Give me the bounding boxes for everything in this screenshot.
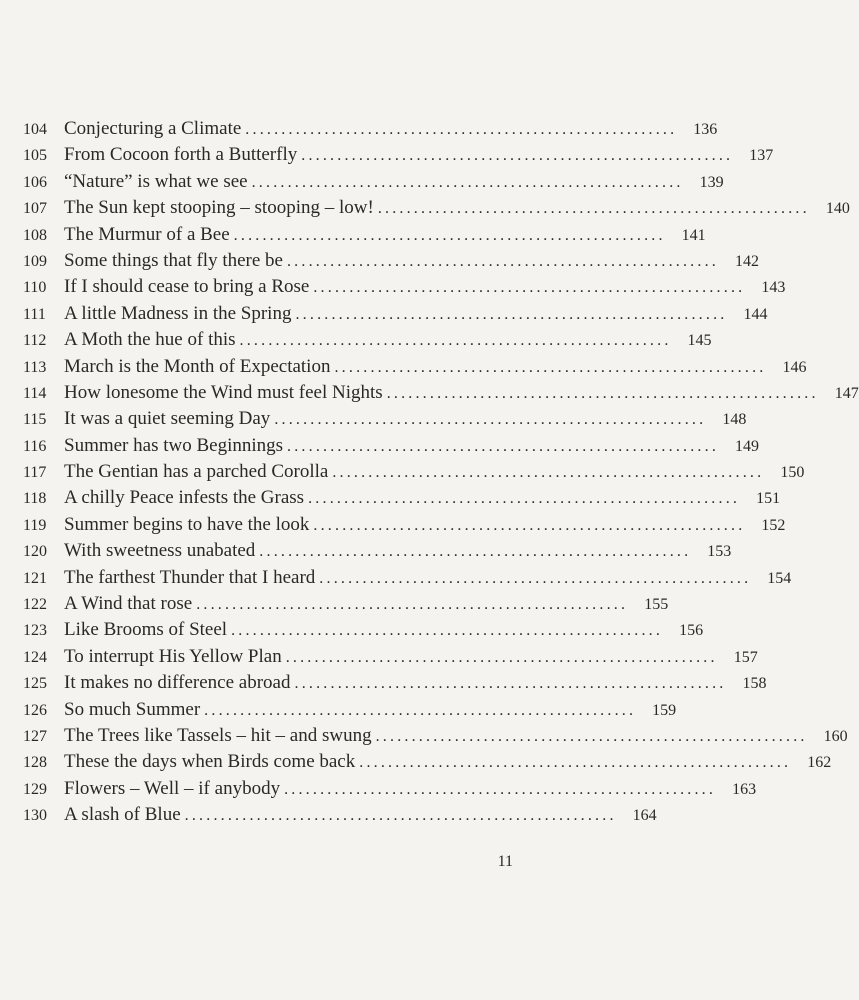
dot-leader: ............................................................: [301, 147, 734, 165]
dot-leader: ............................................................: [308, 490, 741, 508]
entry-number: 130: [23, 807, 47, 825]
dot-leader: ............................................................: [313, 516, 746, 534]
entry-page: 157: [733, 648, 758, 666]
entry-title: From Cocoon forth a Butterfly: [64, 144, 298, 166]
entry-number: 107: [23, 200, 47, 218]
toc-entry: [23, 538, 732, 564]
dot-leader: ............................................................: [284, 780, 717, 798]
entry-title: A Moth the hue of this: [64, 329, 236, 351]
toc-entry: [23, 222, 706, 248]
entry-number: 109: [23, 252, 47, 270]
entry-number: 123: [23, 622, 47, 640]
dot-leader: ............................................................: [251, 173, 684, 191]
toc-entry: [23, 380, 859, 406]
dot-leader: ............................................................: [359, 754, 792, 772]
entry-number: 108: [23, 226, 47, 244]
toc-entry: [23, 301, 768, 327]
toc-entry: [23, 802, 657, 828]
dot-leader: ............................................................: [204, 701, 637, 719]
entry-title: Summer begins to have the look: [64, 513, 310, 535]
entry-title: A chilly Peace infests the Grass: [64, 487, 305, 509]
entry-number: 105: [23, 147, 47, 165]
entry-number: 117: [23, 464, 47, 482]
entry-title: Conjecturing a Climate: [64, 118, 242, 139]
dot-leader: ............................................................: [184, 807, 617, 825]
entry-page: 150: [780, 464, 805, 482]
toc-entry: [23, 697, 677, 723]
table-of-contents: [23, 116, 859, 829]
entry-number: 120: [23, 543, 47, 561]
entry-number: 128: [23, 754, 47, 772]
entry-page: 136: [693, 121, 718, 138]
toc-entry: [23, 142, 774, 168]
toc-entry: [23, 591, 669, 617]
dot-leader: ............................................................: [334, 358, 767, 376]
toc-entry: [23, 169, 724, 195]
dot-leader: ............................................................: [332, 464, 765, 482]
entry-title: Some things that fly there be: [64, 249, 283, 271]
dot-leader: ............................................................: [274, 411, 707, 429]
entry-number: 119: [23, 516, 47, 534]
entry-page: 142: [734, 252, 759, 270]
entry-page: 164: [632, 807, 657, 825]
entry-title: A little Madness in the Spring: [64, 302, 292, 324]
entry-number: 124: [23, 648, 47, 666]
entry-page: 140: [825, 200, 850, 218]
entry-page: 160: [823, 727, 848, 745]
toc-entry: [23, 274, 786, 300]
dot-leader: ............................................................: [386, 384, 819, 402]
toc-entry: [23, 749, 832, 775]
dot-leader: ............................................................: [375, 727, 808, 745]
entry-number: 104: [23, 121, 47, 138]
entry-number: 129: [23, 780, 47, 798]
toc-entry: [23, 406, 747, 432]
entry-page: 145: [687, 332, 712, 350]
entry-page: 143: [761, 279, 786, 297]
entry-page: 141: [681, 226, 706, 244]
toc-entry: [23, 565, 792, 591]
toc-entry: [23, 644, 758, 670]
toc-entry: [23, 512, 786, 538]
toc-entry: [23, 327, 712, 353]
entry-title: It was a quiet seeming Day: [64, 408, 271, 430]
entry-title: Like Brooms of Steel: [64, 619, 228, 641]
dot-leader: ............................................................: [286, 252, 719, 270]
entry-number: 127: [23, 727, 47, 745]
toc-entry: [23, 723, 848, 749]
dot-leader: ............................................................: [294, 675, 727, 693]
entry-title: A Wind that rose: [64, 593, 193, 615]
entry-page: 158: [742, 675, 767, 693]
dot-leader: ............................................................: [287, 437, 720, 455]
dot-leader: ............................................................: [295, 305, 728, 323]
entry-number: 118: [23, 490, 47, 508]
entry-title: “Nature” is what we see: [64, 170, 248, 192]
entry-title: Summer has two Beginnings: [64, 434, 284, 456]
entry-page: 163: [732, 780, 757, 798]
entry-page: 154: [767, 569, 792, 587]
entry-number: 121: [23, 569, 47, 587]
entry-title: If I should cease to bring a Rose: [64, 276, 310, 298]
entry-page: 156: [679, 622, 704, 640]
entry-title: The Gentian has a parched Corolla: [64, 461, 329, 483]
entry-number: 125: [23, 675, 47, 693]
toc-entry: [23, 433, 760, 459]
entry-page: 139: [699, 173, 724, 191]
entry-page: 159: [652, 701, 677, 719]
entry-title: These the days when Birds come back: [64, 751, 356, 773]
entry-number: 112: [23, 332, 47, 350]
entry-title: With sweetness unabated: [64, 540, 256, 562]
entry-number: 115: [23, 411, 47, 429]
dot-leader: ............................................................: [239, 332, 672, 350]
entry-number: 113: [23, 358, 47, 376]
entry-title: The Murmur of a Bee: [64, 223, 230, 245]
entry-page: 149: [735, 437, 760, 455]
entry-title: How lonesome the Wind must feel Nights: [64, 381, 383, 403]
page-number: 11: [497, 853, 513, 870]
entry-page: 155: [644, 596, 669, 614]
toc-entry: [23, 248, 759, 274]
entry-number: 106: [23, 173, 47, 191]
entry-page: 137: [749, 147, 774, 165]
toc-entry: [23, 459, 805, 485]
entry-title: March is the Month of Expectation: [64, 355, 331, 377]
dot-leader: ............................................................: [319, 569, 752, 587]
entry-page: 148: [722, 411, 747, 429]
entry-title: The farthest Thunder that I heard: [64, 566, 316, 588]
toc-entry: [23, 776, 757, 802]
entry-number: 111: [23, 305, 46, 323]
toc-entry: [23, 195, 850, 221]
toc-entry: [23, 617, 704, 643]
dot-leader: ............................................................: [231, 622, 664, 640]
entry-title: The Sun kept stooping – stooping – low!: [64, 197, 374, 219]
entry-number: 116: [23, 437, 47, 455]
entry-title: It makes no difference abroad: [64, 672, 291, 694]
toc-entry: [23, 116, 718, 142]
entry-page: 162: [807, 754, 832, 772]
entry-number: 110: [23, 279, 47, 297]
toc-entry: [23, 485, 781, 511]
dot-leader: ............................................................: [196, 596, 629, 614]
entry-number: 126: [23, 701, 47, 719]
entry-number: 114: [23, 384, 47, 402]
entry-title: So much Summer: [64, 698, 201, 720]
entry-page: 152: [761, 516, 786, 534]
toc-entry: [23, 354, 807, 380]
entry-title: To interrupt His Yellow Plan: [64, 645, 282, 667]
entry-page: 147: [834, 384, 859, 402]
dot-leader: ............................................................: [377, 200, 810, 218]
dot-leader: ............................................................: [285, 648, 718, 666]
entry-page: 146: [782, 358, 807, 376]
toc-entry: [23, 670, 767, 696]
entry-number: 122: [23, 596, 47, 614]
dot-leader: ............................................................: [245, 121, 678, 138]
entry-title: Flowers – Well – if anybody: [64, 777, 281, 799]
entry-page: 151: [756, 490, 781, 508]
entry-title: The Trees like Tassels – hit – and swung: [64, 724, 372, 746]
dot-leader: ............................................................: [259, 543, 692, 561]
dot-leader: ............................................................: [313, 279, 746, 297]
entry-title: A slash of Blue: [64, 804, 181, 826]
entry-page: 144: [743, 305, 768, 323]
entry-page: 153: [707, 543, 732, 561]
dot-leader: ............................................................: [233, 226, 666, 244]
